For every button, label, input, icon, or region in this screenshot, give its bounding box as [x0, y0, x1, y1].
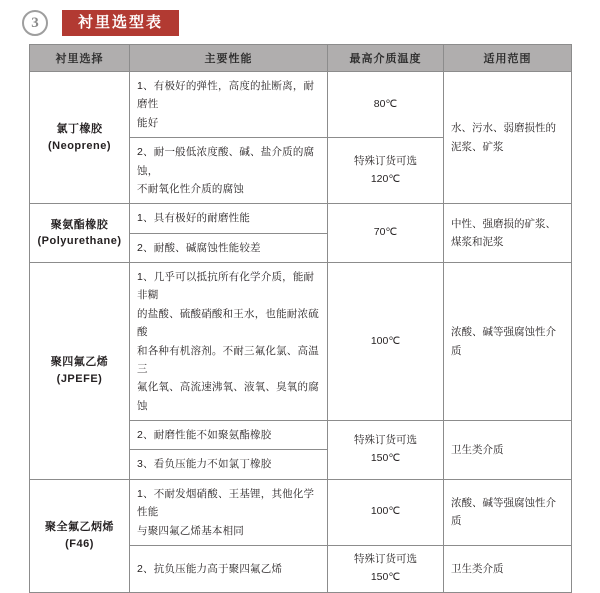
- performance-cell: [130, 479, 328, 545]
- text-line: 100℃: [370, 334, 401, 347]
- text-line: 中性、强磨损的矿浆、: [451, 217, 556, 230]
- max-temperature-cell: [328, 421, 444, 480]
- table-head: [30, 45, 572, 72]
- performance-cell: [130, 138, 328, 204]
- max-temperature-cell: [328, 72, 444, 138]
- text-line: 与聚四氟乙烯基本相同: [137, 524, 244, 537]
- text-line: 的盐酸、硫酸硝酸和王水，也能耐浓硫酸: [137, 307, 319, 339]
- table-row: [30, 479, 572, 545]
- lining-name-cell: [30, 72, 130, 204]
- text-line: (Polyurethane): [37, 235, 122, 248]
- max-temperature-cell: [328, 479, 444, 545]
- text-line: 煤浆和泥浆: [451, 236, 504, 249]
- section-header: [0, 0, 600, 36]
- table-body: [30, 72, 572, 593]
- max-temperature-cell: [328, 545, 444, 592]
- text-line: 120℃: [370, 172, 401, 185]
- performance-cell: [130, 72, 328, 138]
- text-line: (F46): [65, 537, 94, 550]
- text-line: 3、看负压能力不如氯丁橡胶: [137, 458, 272, 471]
- text-line: 2、耐酸、碱腐蚀性能较差: [137, 241, 261, 254]
- application-range-cell: [444, 204, 572, 263]
- text-line: 聚全氟乙炳烯: [45, 521, 114, 534]
- performance-cell: [130, 545, 328, 592]
- text-line: 特殊订货可选: [354, 154, 417, 167]
- application-range-cell: [444, 421, 572, 480]
- application-range-cell: [444, 72, 572, 204]
- text-line: 1、几乎可以抵抗所有化学介质，能耐非糊: [137, 271, 315, 302]
- text-line: 1、不耐发烟硝酸、王基锂，其他化学性能: [137, 487, 315, 519]
- performance-cell: [130, 204, 328, 233]
- lining-selection-table: [29, 44, 572, 593]
- max-temperature-cell: [328, 263, 444, 421]
- text-line: 100℃: [370, 505, 401, 518]
- text-line: 和各种有机溶剂。不耐三氟化氯、高温三: [137, 344, 319, 375]
- text-line: (Neoprene): [47, 139, 112, 152]
- performance-cell: [130, 233, 328, 262]
- text-line: 质: [451, 515, 462, 528]
- column-header-lining: 衬里选择: [30, 45, 130, 72]
- text-line: 1、有极好的弹性，高度的扯断离，耐磨性: [137, 80, 315, 111]
- section-number-badge: 3: [22, 10, 48, 36]
- text-line: 特殊订货可选: [354, 552, 417, 565]
- text-line: 聚氨酯橡胶: [50, 218, 109, 231]
- text-line: 水、污水、弱磨损性的: [451, 122, 556, 135]
- application-range-cell: [444, 545, 572, 592]
- max-temperature-cell: [328, 138, 444, 204]
- lining-name-cell: [30, 479, 130, 592]
- text-line: 1、具有极好的耐磨性能: [137, 212, 251, 225]
- text-line: 能好: [137, 116, 159, 129]
- text-line: 80℃: [373, 97, 398, 110]
- text-line: 150℃: [370, 451, 401, 464]
- text-line: 卫生类介质: [451, 562, 504, 575]
- text-line: 70℃: [373, 226, 398, 239]
- table-row: [30, 263, 572, 421]
- text-line: 2、耐一般低浓度酸、碱、盐介质的腐蚀，: [137, 146, 315, 177]
- text-line: 质: [451, 344, 462, 357]
- text-line: 2、抗负压能力高于聚四氟乙烯: [137, 562, 283, 575]
- application-range-cell: [444, 263, 572, 421]
- text-line: 特殊订货可选: [354, 434, 417, 447]
- column-header-performance: 主要性能: [130, 45, 328, 72]
- text-line: 氯丁橡胶: [56, 123, 103, 136]
- table-row: [30, 204, 572, 233]
- text-line: 泥浆、矿浆: [451, 140, 504, 153]
- text-line: 浓酸、碱等强腐蚀性介: [451, 326, 556, 339]
- max-temperature-cell: [328, 204, 444, 263]
- performance-cell: [130, 450, 328, 479]
- text-line: 聚四氟乙烯: [50, 356, 109, 369]
- page-title: 衬里选型表: [62, 10, 179, 36]
- lining-name-cell: [30, 263, 130, 480]
- text-line: 150℃: [370, 570, 401, 583]
- text-line: 氟化氧、高流速沸氧、液氧、臭氧的腐蚀: [137, 381, 319, 412]
- lining-name-cell: [30, 204, 130, 263]
- column-header-application: 适用范围: [444, 45, 572, 72]
- table-header-row: [30, 45, 572, 72]
- column-header-max-temp: 最高介质温度: [328, 45, 444, 72]
- performance-cell: [130, 263, 328, 421]
- text-line: (JPEFE): [56, 372, 103, 385]
- application-range-cell: [444, 479, 572, 545]
- text-line: 不耐氧化性介质的腐蚀: [137, 182, 244, 195]
- text-line: 浓酸、碱等强腐蚀性介: [451, 496, 556, 509]
- table-row: [30, 72, 572, 138]
- performance-cell: [130, 421, 328, 450]
- text-line: 卫生类介质: [451, 443, 504, 456]
- table-container: [0, 36, 600, 593]
- text-line: 2、耐磨性能不如聚氨酯橡胶: [137, 429, 272, 441]
